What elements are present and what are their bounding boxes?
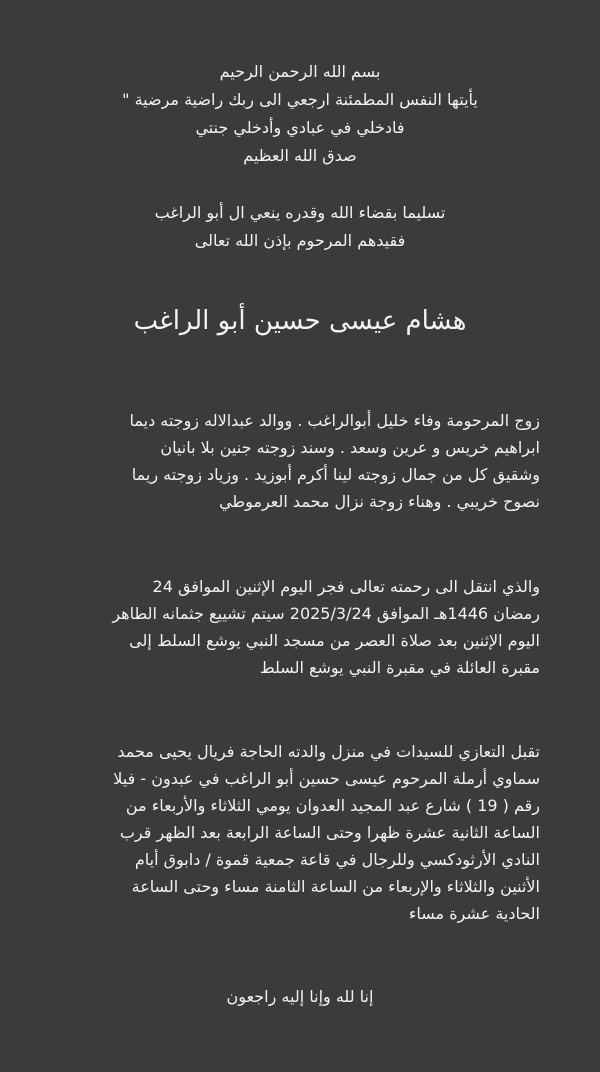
funeral-line: والذي انتقل الى رحمته تعالى فجر اليوم الإثنين الموافق 24 <box>152 577 540 596</box>
closing-phrase <box>40 983 560 1011</box>
family-line: ابراهيم خريس و عرين وسعد . وسند زوجته جنين بلا بانيان <box>160 438 540 457</box>
funeral-line: اليوم الإثنين بعد صلاة العصر من مسجد النبي يوشع السلط إلى <box>129 631 540 650</box>
family-line: وشقيق كل من جمال زوجته لينا أكرم أبوزيد . وزياد زوجته ريما <box>131 465 540 484</box>
condolences-line: الساعة الثانية عشرة ظهرا وحتى الساعة الرابعة بعد الظهر قرب <box>119 823 540 842</box>
verse-line: فادخلي في عبادي وأدخلي جنتي <box>195 118 405 137</box>
deceased-name <box>40 296 560 346</box>
condolences-line: رقم ( 19 ) شارع عبد المجيد العدوان يومي الثلاثاء والأربعاء من <box>125 796 540 815</box>
condolences-paragraph <box>42 738 540 927</box>
condolences-line: الحادية عشرة مساء <box>408 904 540 923</box>
condolences-line: تقبل التعازي للسيدات في منزل والدته الحاجة فريال يحيى محمد <box>117 742 540 761</box>
verse-closing-line: صدق الله العظيم <box>243 146 357 165</box>
condolences-line: سماوي أرملة المرحوم عيسى حسين أبو الراغب في عبدون - فيلا <box>113 769 540 788</box>
verse-line: يأيتها النفس المطمئنة ارجعي الى ربك راضية مرضية " <box>122 90 478 109</box>
announcement-line: تسليما بقضاء الله وقدره ينعي ال أبو الراغب <box>154 203 446 222</box>
family-paragraph <box>42 407 540 515</box>
deceased-name-text: هشام عيسى حسين أبو الراغب <box>133 306 467 336</box>
basmala-line: بسم الله الرحمن الرحيم <box>219 62 381 81</box>
condolences-line: الأثنين والثلاثاء والإربعاء من الساعة الثامنة مساء وحتى الساعة <box>131 877 540 896</box>
death-announcement <box>40 199 560 255</box>
opening-verse <box>40 58 560 170</box>
funeral-line: مقبرة العائلة في مقبرة النبي يوشع السلط <box>259 658 540 677</box>
funeral-line: رمضان 1446هـ الموافق 2025/3/24 سيتم تشييع جثمانه الطاهر <box>112 604 540 623</box>
funeral-paragraph <box>42 573 540 681</box>
family-line: نصوح خريبي . وهناء زوجة نزال محمد العرموطي <box>219 492 540 511</box>
closing-text: إنا لله وإنا إليه راجعون <box>226 987 374 1006</box>
announcement-line: فقيدهم المرحوم بإذن الله تعالى <box>194 231 406 250</box>
condolences-line: النادي الأرثودكسي وللرجال في قاعة جمعية قموة / دابوق أيام <box>134 850 540 869</box>
family-line: زوج المرحومة وفاء خليل أبوالراغب . ووالد عبدالاله زوجته ديما <box>129 411 540 430</box>
